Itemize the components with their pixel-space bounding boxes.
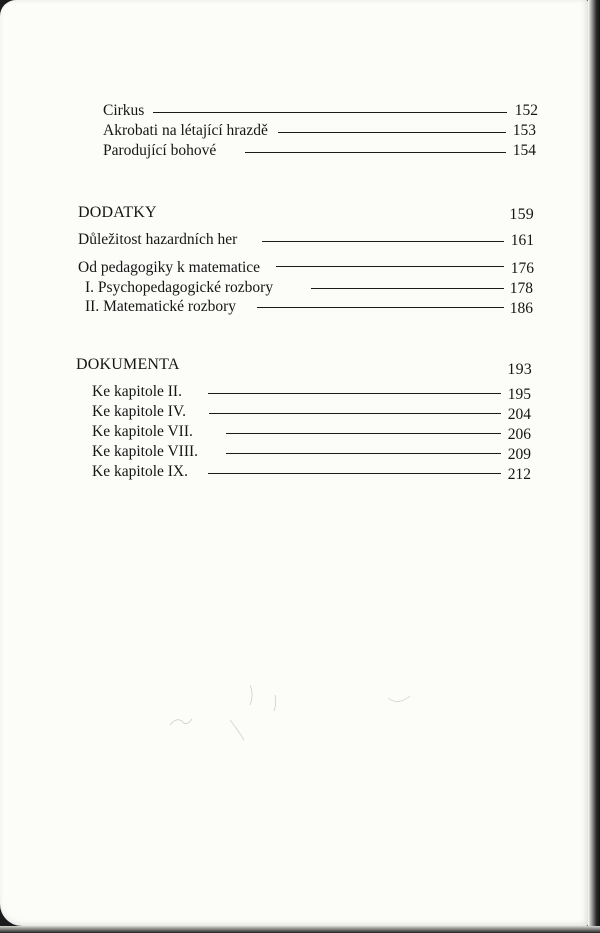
section-page: 193 xyxy=(507,361,532,378)
toc-entry-page: 204 xyxy=(507,406,531,423)
toc-entry-od-pedagogiky xyxy=(78,258,534,278)
page-bottom-shadow xyxy=(0,926,600,933)
toc-leader-line xyxy=(226,433,501,434)
toc-entry-kapitole-ii xyxy=(92,382,531,402)
toc-entry-title: Ke kapitole IX. xyxy=(92,463,188,480)
toc-leader-line xyxy=(208,393,501,394)
toc-entry-kapitole-iv xyxy=(92,402,531,422)
toc-entry-matematicke xyxy=(85,297,533,317)
page-edge-shadow xyxy=(588,0,600,933)
paper-smudge-marks xyxy=(160,680,420,750)
toc-entry-page: 176 xyxy=(510,260,534,277)
section-heading-dokumenta xyxy=(76,355,532,378)
toc-entry-psychopedagogicke xyxy=(85,278,533,298)
toc-entry-page: 178 xyxy=(509,280,533,297)
toc-leader-line xyxy=(208,473,501,474)
toc-entry-title: Ke kapitole VIII. xyxy=(92,443,199,460)
section-page: 159 xyxy=(509,206,534,223)
toc-entry-title: Ke kapitole VII. xyxy=(92,423,193,440)
toc-entry-page: 161 xyxy=(510,232,534,249)
toc-leader-line xyxy=(262,241,504,242)
toc-entry-kapitole-vii xyxy=(92,422,531,442)
toc-entry-title: Od pedagogiky k matematice xyxy=(78,259,261,276)
toc-leader-line xyxy=(245,152,506,153)
toc-entry-title: Akrobati na létající hrazdě xyxy=(103,122,268,139)
toc-entry-page: 206 xyxy=(507,426,531,443)
toc-entry-title: II. Matematické rozbory xyxy=(85,298,237,315)
toc-leader-line xyxy=(311,288,504,289)
toc-entry-page: 212 xyxy=(507,466,531,483)
toc-entry-page: 186 xyxy=(509,300,533,317)
toc-entry-title: Důležitost hazardních her xyxy=(78,231,238,248)
toc-entry-title: Parodující bohové xyxy=(103,142,217,159)
toc-entry-page: 153 xyxy=(512,122,536,139)
toc-entry-page: 154 xyxy=(512,142,536,159)
toc-leader-line xyxy=(257,307,504,308)
toc-entry-title: Ke kapitole IV. xyxy=(92,403,186,420)
toc-entry-page: 152 xyxy=(514,102,538,119)
toc-leader-line xyxy=(276,266,504,267)
toc-entry-akrobati xyxy=(103,121,536,141)
toc-entry-kapitole-ix xyxy=(92,462,531,482)
toc-leader-line xyxy=(153,112,507,113)
section-heading-dodatky xyxy=(78,203,534,223)
toc-entry-page: 195 xyxy=(507,386,531,403)
toc-entry-cirkus xyxy=(103,101,538,121)
toc-entry-title: Ke kapitole II. xyxy=(92,383,182,400)
toc-leader-line xyxy=(226,453,501,454)
section-title: DOKUMENTA xyxy=(76,356,180,373)
toc-entry-page: 209 xyxy=(507,446,531,463)
section-title: DODATKY xyxy=(78,204,157,221)
toc-entry-dulezitost xyxy=(78,230,534,250)
toc-entry-title: I. Psychopedagogické rozbory xyxy=(85,279,274,296)
toc-entry-title: Cirkus xyxy=(103,102,145,119)
toc-entry-parodujici-bohove xyxy=(103,141,536,161)
toc-entry-kapitole-viii xyxy=(92,442,531,462)
toc-leader-line xyxy=(278,132,506,133)
toc-leader-line xyxy=(209,413,501,414)
